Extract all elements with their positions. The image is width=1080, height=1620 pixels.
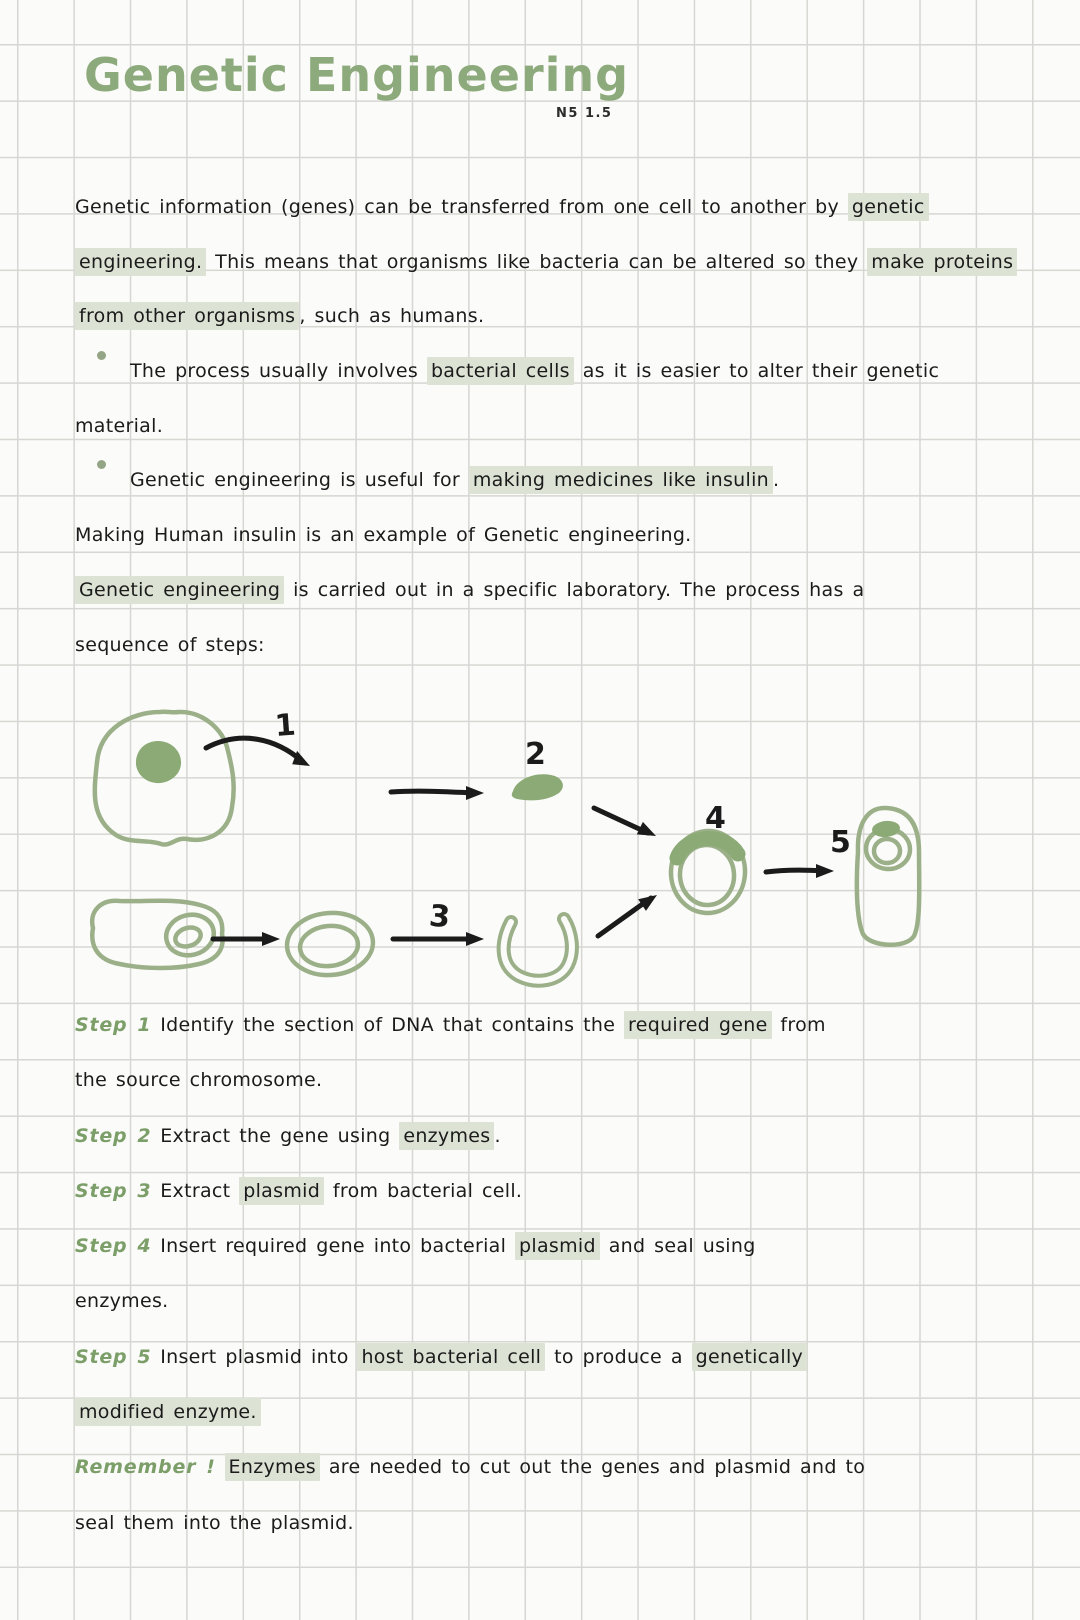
step-number-3: 3: [427, 898, 452, 936]
arrowhead-icon: [816, 864, 834, 878]
bullet-dot-icon: [97, 351, 106, 360]
host-inserted-gene-icon: [871, 820, 901, 839]
highlighted-text: from other organisms: [75, 302, 299, 330]
note-line: [75, 1109, 1055, 1164]
bacterial-cell-icon: [92, 901, 222, 968]
highlighted-text: plasmid: [515, 1232, 600, 1260]
note-line: [75, 1440, 1055, 1495]
note-text: Extract: [151, 1179, 240, 1202]
note-text: and seal using: [599, 1235, 756, 1258]
highlighted-text: genetically: [692, 1343, 807, 1371]
note-line: [75, 1274, 1055, 1329]
note-line: [75, 618, 1055, 673]
page-subtitle: N5 1.5: [556, 106, 613, 121]
arrowhead-icon: [466, 932, 484, 946]
step-label: Step 1: [75, 1014, 152, 1036]
arrowhead-icon: [262, 932, 280, 946]
note-line: [75, 1385, 1055, 1440]
plasmid-inner-ring: [298, 923, 360, 969]
highlighted-text: modified enzyme.: [75, 1398, 261, 1426]
plasmid-in-cell-outer-ring: [162, 910, 218, 960]
note-text: .: [494, 1124, 501, 1147]
note-line: [75, 1164, 1055, 1219]
step-label: Step 3: [75, 1179, 152, 1202]
note-line: [75, 399, 1055, 454]
note-text: sequence of steps:: [75, 633, 265, 656]
highlighted-text: making medicines like insulin: [469, 466, 773, 494]
highlighted-text: bacterial cells: [427, 357, 574, 385]
step-label: Step 4: [75, 1235, 152, 1258]
note-text: Genetic engineering is useful for: [130, 469, 469, 492]
note-text: This means that organisms like bacteria can be altered so they: [206, 250, 868, 273]
note-text: Insert plasmid into: [151, 1345, 358, 1368]
step-label: Remember !: [75, 1456, 216, 1479]
note-text: Making Human insulin is an example of Genetic engineering.: [75, 524, 692, 547]
plasmid-in-cell-inner-ring: [173, 924, 203, 949]
page-title: Genetic Engineering: [84, 48, 630, 102]
host-plasmid-inner-ring: [874, 839, 900, 863]
genetic-engineering-process-diagram: [60, 668, 1040, 998]
highlighted-text: required gene: [624, 1011, 772, 1039]
extracted-gene-icon: [512, 774, 563, 800]
note-line: [75, 235, 1055, 290]
note-text: , such as humans.: [299, 305, 485, 328]
arrow-to-gene-icon: [391, 791, 476, 793]
note-text: is carried out in a specific laboratory. The process has a: [284, 578, 865, 601]
intro-paragraphs: [75, 180, 1055, 672]
nucleus-icon: [136, 741, 181, 783]
step-number-5: 5: [830, 825, 851, 860]
arrowhead-icon: [466, 786, 484, 800]
step-label: Step 5: [75, 1345, 152, 1368]
note-line: [75, 180, 1055, 235]
note-text: Identify the section of DNA that contains the: [151, 1014, 625, 1036]
diagram-step-numbers: [274, 708, 851, 936]
highlighted-text: engineering.: [75, 248, 206, 276]
note-line: [75, 344, 1055, 399]
note-line: [75, 1496, 1055, 1551]
note-text: .: [773, 469, 780, 492]
note-line: [75, 563, 1055, 618]
note-text: are needed to cut out the genes and plasmid and to: [320, 1456, 866, 1479]
note-text: the source chromosome.: [75, 1069, 323, 1092]
note-text: from: [771, 1014, 826, 1036]
note-text: from bacterial cell.: [324, 1179, 523, 1202]
note-text: The process usually involves: [130, 360, 427, 383]
highlighted-text: enzymes: [399, 1122, 494, 1150]
note-text: Genetic information (genes) can be transferred from one cell to another by: [75, 196, 848, 218]
step-number-2: 2: [525, 737, 546, 772]
note-text: as it is easier to alter their genetic: [573, 360, 940, 383]
step-number-4: 4: [705, 801, 726, 836]
note-text: [216, 1456, 225, 1478]
step-label: Step 2: [75, 1124, 152, 1147]
note-line: [75, 289, 1055, 344]
highlighted-text: plasmid: [239, 1177, 324, 1205]
note-text: material.: [75, 414, 164, 437]
step-number-1: 1: [273, 707, 297, 744]
note-line: [75, 998, 1055, 1053]
note-text: seal them into the plasmid.: [75, 1511, 354, 1534]
note-line: [75, 453, 1055, 508]
arrowhead-icon: [637, 822, 659, 842]
note-line: [75, 1219, 1055, 1274]
note-text: Extract the gene using: [151, 1124, 400, 1147]
note-line: [75, 508, 1055, 563]
note-text: enzymes.: [75, 1290, 169, 1313]
bullet-dot-icon: [97, 460, 106, 469]
note-line: [75, 1330, 1055, 1385]
steps-paragraphs: [75, 998, 1055, 1551]
highlighted-text: Genetic engineering: [75, 576, 284, 604]
highlighted-text: host bacterial cell: [357, 1343, 545, 1371]
highlighted-text: Enzymes: [225, 1453, 320, 1481]
note-text: Insert required gene into bacterial: [151, 1235, 516, 1258]
highlighted-text: genetic: [848, 193, 929, 221]
note-line: [75, 1053, 1055, 1108]
note-text: to produce a: [545, 1345, 692, 1368]
highlighted-text: make proteins: [867, 248, 1017, 276]
